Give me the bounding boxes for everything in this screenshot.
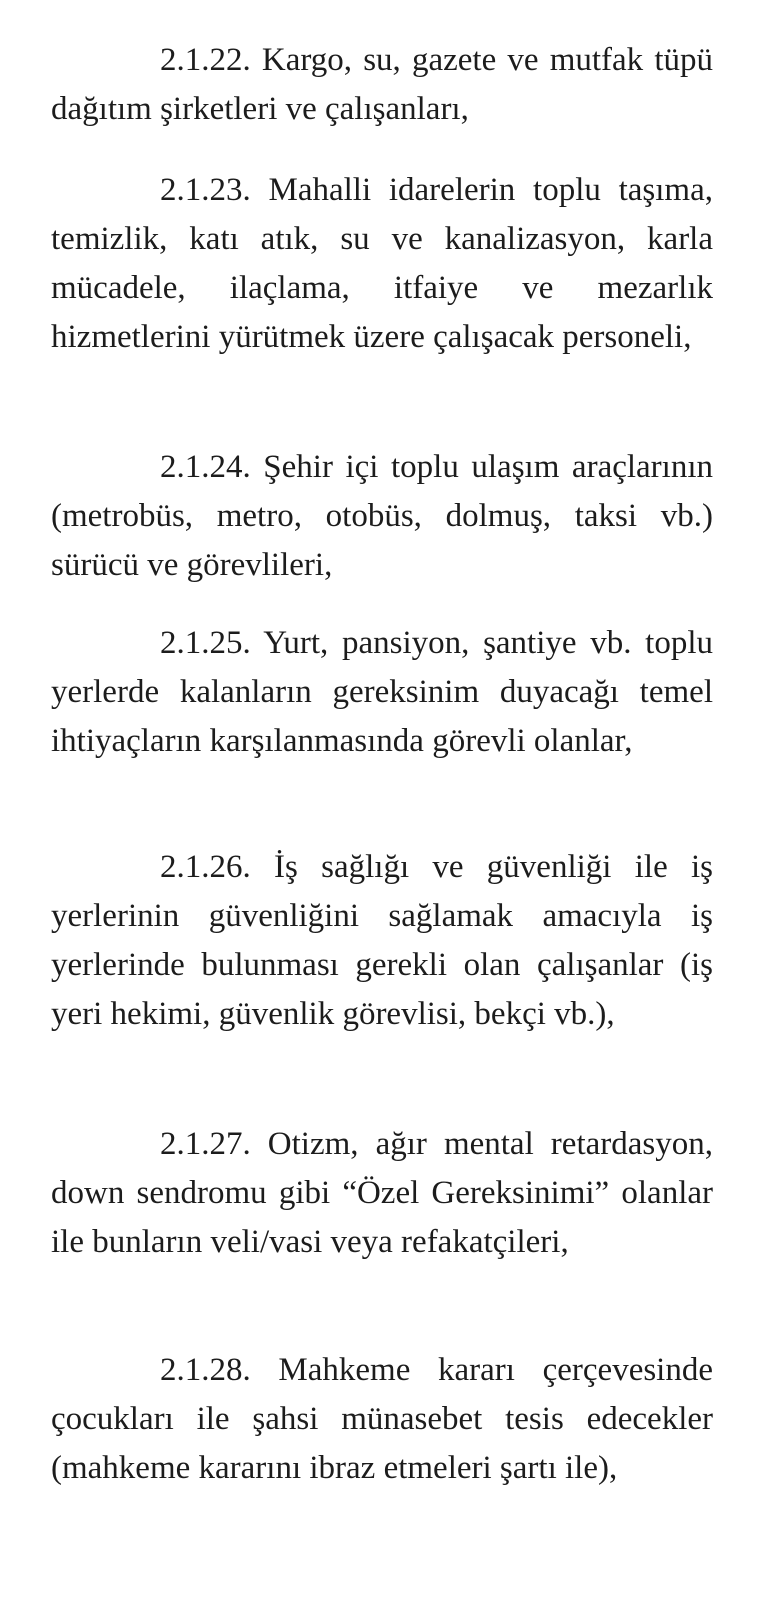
clause-2-1-25: 2.1.25. Yurt, pansiyon, şantiye vb. toplu yerlerde kalanların gereksinim duyacağı temel ihtiyaçların karşılanmasında görevli olanlar, bbox=[51, 625, 713, 759]
clause-2-1-26: 2.1.26. İş sağlığı ve güvenliği ile iş yerlerinin güvenliğini sağlamak amacıyla iş yerlerinde bulunması gerekli olan çalışanlar (iş yeri hekimi, güvenlik görevlisi, bekçi vb.), bbox=[51, 849, 713, 1032]
clause-2-1-23: 2.1.23. Mahalli idarelerin toplu taşıma, temizlik, katı atık, su ve kanalizasyon, karla mücadele, ilaçlama, itfaiye ve mezarlık hizmetlerini yürütmek üzere çalışacak personeli, bbox=[51, 172, 713, 355]
clause-2-1-28: 2.1.28. Mahkeme kararı çerçevesinde çocukları ile şahsi münasebet tesis edecekler (mahkeme kararını ibraz etmeleri şartı ile), bbox=[51, 1352, 713, 1486]
clause-2-1-24: 2.1.24. Şehir içi toplu ulaşım araçlarının (metrobüs, metro, otobüs, dolmuş, taksi vb.) sürücü ve görevlileri, bbox=[51, 449, 713, 583]
clause-2-1-22: 2.1.22. Kargo, su, gazete ve mutfak tüpü dağıtım şirketleri ve çalışanları, bbox=[51, 42, 713, 127]
clause-2-1-27: 2.1.27. Otizm, ağır mental retardasyon, down sendromu gibi “Özel Gereksinimi” olanlar ile bunların veli/vasi veya refakatçileri, bbox=[51, 1126, 713, 1260]
